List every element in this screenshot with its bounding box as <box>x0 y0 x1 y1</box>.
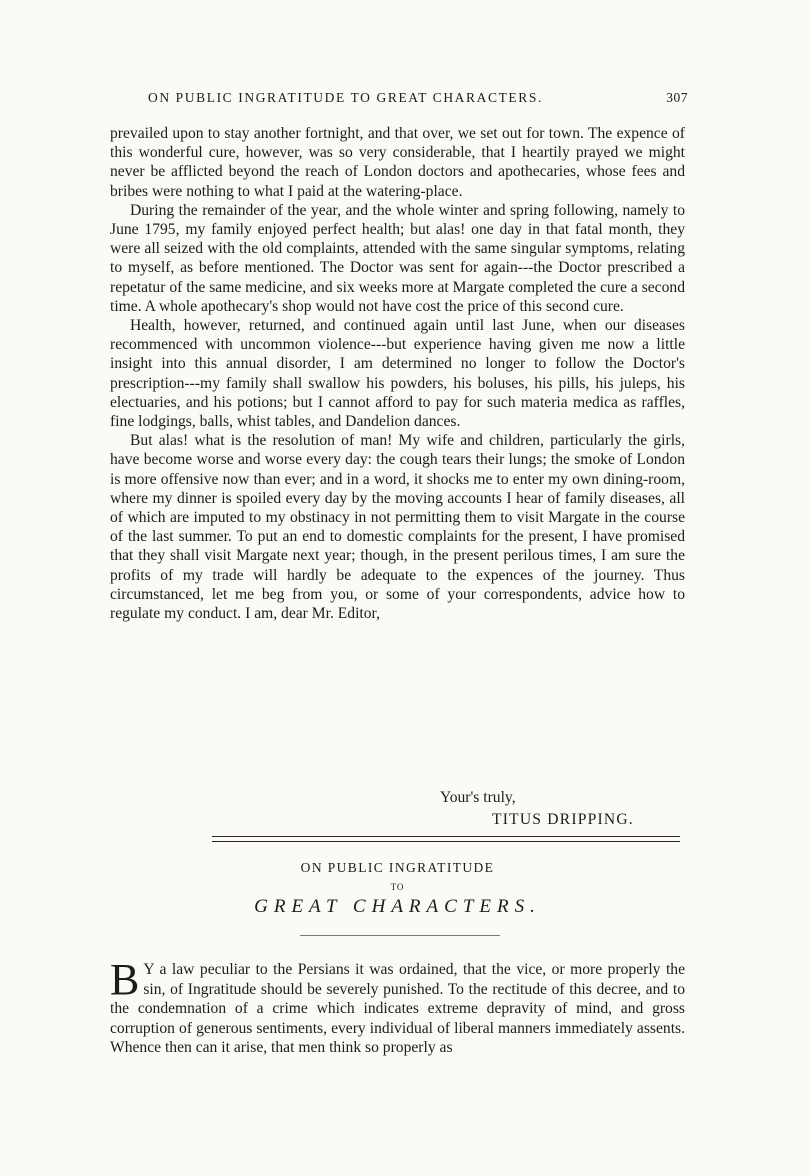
letter-paragraph-3: Health, however, returned, and continued again until last June, when our diseases recommenced with uncommon violence---but experience having given me now a little insight into this annual disorder, I am determined no longer to follow the Doctor's prescription---my family shall swallow his powders, his boluses, his pills, his juleps, his electuaries, and his potions; but I cannot afford to pay for such materia medica as raffles, fine lodgings, balls, whist tables, and Dandelion dances. <box>110 317 685 431</box>
letter-body <box>110 124 685 623</box>
title-underline <box>300 935 500 936</box>
letter-signoff <box>110 787 685 831</box>
letter-paragraph-2: During the remainder of the year, and the whole winter and spring following, namely to June 1795, my family enjoyed perfect health; but alas! one day in that fatal month, they were all seized with the old complaints, attended with the same singular symptoms, relating to myself, as before mentioned. The Doctor was sent for again---the Doctor prescribed a repetatur of the same medicine, and six weeks more at Margate completed the cure a second time. A whole apothecary's shop would not have cost the price of this second cure. <box>110 201 685 315</box>
article-title-line-1: ON PUBLIC INGRATITUDE <box>300 860 495 875</box>
letter-paragraph-4: But alas! what is the resolution of man! My wife and children, particularly the girls, have become worse and worse every day: the cough tears their lungs; the smoke of London is more offensive now than ever; and in a word, it shocks me to enter my own dining-room, where my dinner is spoiled every day by the moving accounts I hear of family diseases, all of which are imputed to my obstinacy in not permitting them to visit Margate in the course of the last summer. To put an end to domestic complaints for the present, I have promised that they shall visit Margate next year; though, in the present perilous times, I am sure the profits of my trade will hardly be adequate to the expences of the journey. Thus circumstanced, let me beg from you, or some of your correspondents, advice how to regulate my conduct. I am, dear Mr. Editor, <box>110 432 685 623</box>
article-title-line-3: GREAT CHARACTERS. <box>254 896 541 917</box>
letter-signature: TITUS DRIPPING. <box>492 811 634 828</box>
article-opening-text: Y a law peculiar to the Persians it was ordained, that the vice, or more properly the sin, of Ingratitude should be severely punished. To the rectitude of this decree, and to the condemnation of a crime which indicates extreme depravity of mind, and gross corruption of generous sentiments, every individual of liberal manners immediately assents. Whence then can it arise, that men think so properly as <box>110 961 685 1056</box>
article-title-line-2: TO <box>390 882 405 892</box>
letter-closing: Your's truly, <box>440 789 516 806</box>
letter-paragraph-1: prevailed upon to stay another fortnight, and that over, we set out for town. The expence of this wonderful cure, however, was so very considerable, that I heartily prayed we might never be afflicted beyond the reach of London doctors and apothecaries, whose fees and bribes were nothing to what I paid at the watering-place. <box>110 125 685 200</box>
article-body <box>110 955 685 1058</box>
running-head-title: ON PUBLIC INGRATITUDE TO GREAT CHARACTERS. <box>148 90 543 105</box>
page-number: 307 <box>666 90 688 105</box>
section-divider-thick <box>212 836 680 837</box>
drop-cap: B <box>110 955 140 1004</box>
article-title <box>110 860 685 918</box>
article-paragraph-1 <box>110 955 685 1058</box>
section-divider-thin <box>212 841 680 842</box>
